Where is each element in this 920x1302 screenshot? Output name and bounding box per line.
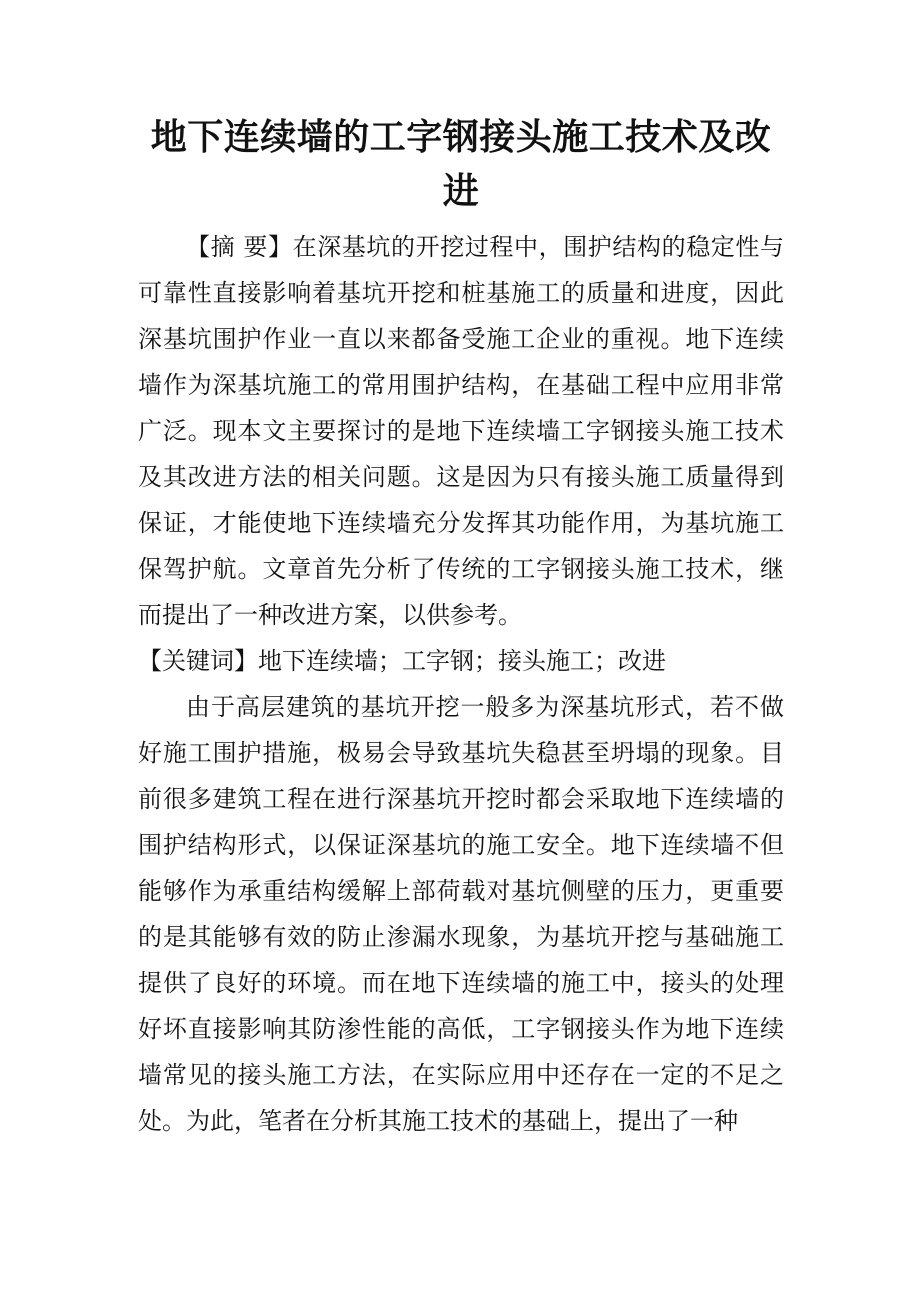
keywords-text: 地下连续墙；工字钢；接头施工；改进 (258, 647, 666, 675)
document-body (138, 224, 784, 1144)
abstract-text: 在深基坑的开挖过程中，围护结构的稳定性与可靠性直接影响着基坑开挖和桩基施工的质量和进度，因此深基坑围护作业一直以来都备受施工企业的重视。地下连续墙作为深基坑施工的常用围护结构，在基础工程中应用非常广泛。现本文主要探讨的是地下连续墙工字钢接头施工技术及其改进方法的相关问题。这是因为只有接头施工质量得到保证，才能使地下连续墙充分发挥其功能作用，为基坑施工保驾护航。文章首先分析了传统的工字钢接头施工技术，继而提出了一种改进方案，以供参考。 (138, 233, 784, 629)
document-title: 地下连续墙的工字钢接头施工技术及改进 (150, 116, 772, 212)
abstract-label: 【摘 要】 (186, 233, 293, 261)
keywords-paragraph (138, 638, 784, 684)
body-paragraph: 由于高层建筑的基坑开挖一般多为深基坑形式，若不做好施工围护措施，极易会导致基坑失稳甚至坍塌的现象。目前很多建筑工程在进行深基坑开挖时都会采取地下连续墙的围护结构形式，以保证深基坑的施工安全。地下连续墙不但能够作为承重结构缓解上部荷载对基坑侧壁的压力，更重要的是其能够有效的防止渗漏水现象，为基坑开挖与基础施工提供了良好的环境。而在地下连续墙的施工中，接头的处理好坏直接影响其防渗性能的高低，工字钢接头作为地下连续墙常见的接头施工方法，在实际应用中还存在一定的不足之处。为此，笔者在分析其施工技术的基础上，提出了一种 (138, 693, 784, 1135)
abstract-paragraph (138, 224, 784, 638)
keywords-label: 【关键词】 (138, 647, 258, 675)
